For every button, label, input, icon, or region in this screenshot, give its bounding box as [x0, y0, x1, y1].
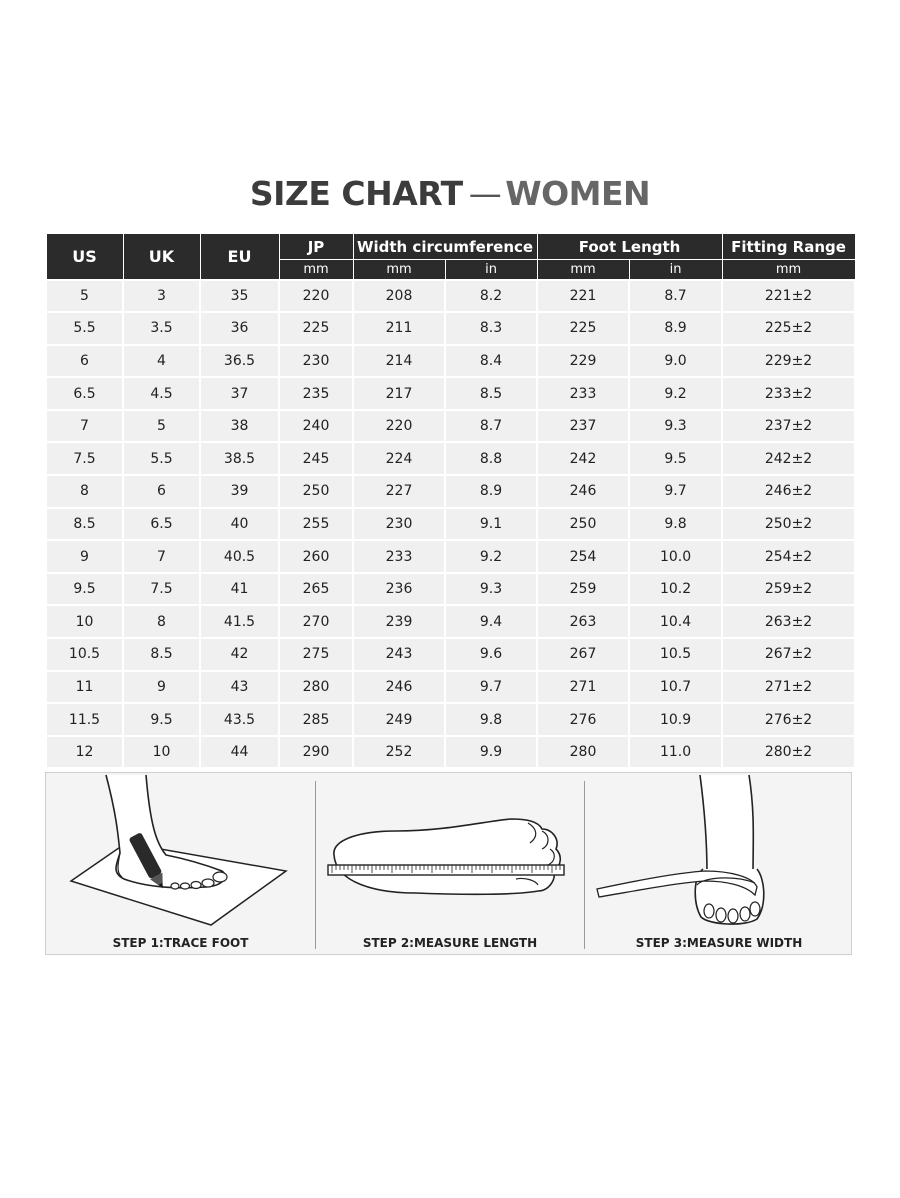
trace-foot-illustration [46, 773, 315, 956]
table-row [46, 442, 855, 475]
table-row [46, 280, 855, 313]
table-row [46, 736, 855, 769]
cell-jp-mm: 235 [279, 377, 353, 410]
cell-foot-mm: 280 [537, 736, 629, 769]
cell-foot-mm: 233 [537, 377, 629, 410]
cell-uk: 3 [123, 280, 200, 313]
step-1-label: STEP 1:TRACE FOOT [112, 936, 249, 950]
cell-jp-mm: 240 [279, 410, 353, 443]
cell-fitting-mm: 242±2 [722, 442, 855, 475]
unit-jp-mm: mm [279, 260, 353, 280]
cell-jp-mm: 245 [279, 442, 353, 475]
cell-jp-mm: 265 [279, 573, 353, 606]
table-row [46, 671, 855, 704]
cell-width-in: 8.2 [445, 280, 537, 313]
cell-fitting-mm: 267±2 [722, 638, 855, 671]
table-row [46, 540, 855, 573]
cell-foot-mm: 221 [537, 280, 629, 313]
cell-foot-in: 9.7 [629, 475, 722, 508]
cell-jp-mm: 220 [279, 280, 353, 313]
cell-foot-in: 10.2 [629, 573, 722, 606]
cell-uk: 3.5 [123, 312, 200, 345]
header-fitting-range: Fitting Range [722, 234, 855, 260]
cell-width-mm: 239 [353, 605, 445, 638]
cell-foot-in: 10.4 [629, 605, 722, 638]
cell-jp-mm: 225 [279, 312, 353, 345]
cell-eu: 41 [200, 573, 279, 606]
cell-foot-mm: 229 [537, 345, 629, 378]
cell-fitting-mm: 280±2 [722, 736, 855, 769]
cell-width-mm: 217 [353, 377, 445, 410]
cell-eu: 44 [200, 736, 279, 769]
cell-width-in: 9.7 [445, 671, 537, 704]
cell-width-in: 9.6 [445, 638, 537, 671]
cell-uk: 8.5 [123, 638, 200, 671]
cell-width-mm: 227 [353, 475, 445, 508]
table-row [46, 638, 855, 671]
step-3-label: STEP 3:MEASURE WIDTH [635, 936, 803, 950]
table-row [46, 605, 855, 638]
table-row [46, 410, 855, 443]
cell-jp-mm: 250 [279, 475, 353, 508]
cell-foot-in: 9.2 [629, 377, 722, 410]
cell-eu: 36 [200, 312, 279, 345]
cell-fitting-mm: 259±2 [722, 573, 855, 606]
cell-width-in: 8.8 [445, 442, 537, 475]
cell-fitting-mm: 254±2 [722, 540, 855, 573]
cell-width-mm: 252 [353, 736, 445, 769]
measurement-steps [45, 772, 852, 955]
cell-foot-in: 10.0 [629, 540, 722, 573]
cell-us: 11.5 [46, 703, 123, 736]
cell-width-in: 9.3 [445, 573, 537, 606]
cell-uk: 9.5 [123, 703, 200, 736]
cell-eu: 39 [200, 475, 279, 508]
cell-width-mm: 208 [353, 280, 445, 313]
table-row [46, 377, 855, 410]
cell-uk: 5.5 [123, 442, 200, 475]
cell-uk: 6 [123, 475, 200, 508]
cell-jp-mm: 255 [279, 508, 353, 541]
cell-foot-in: 10.7 [629, 671, 722, 704]
cell-width-mm: 214 [353, 345, 445, 378]
header-foot-length: Foot Length [537, 234, 722, 260]
cell-foot-in: 10.9 [629, 703, 722, 736]
table-row [46, 573, 855, 606]
cell-us: 12 [46, 736, 123, 769]
cell-foot-mm: 263 [537, 605, 629, 638]
cell-us: 6.5 [46, 377, 123, 410]
cell-us: 9.5 [46, 573, 123, 606]
cell-jp-mm: 260 [279, 540, 353, 573]
cell-eu: 38 [200, 410, 279, 443]
step-measure-width [585, 773, 853, 956]
cell-eu: 37 [200, 377, 279, 410]
unit-width-in: in [445, 260, 537, 280]
step-measure-length [316, 773, 584, 956]
size-table-body [46, 280, 855, 769]
cell-jp-mm: 290 [279, 736, 353, 769]
table-row [46, 703, 855, 736]
cell-us: 9 [46, 540, 123, 573]
cell-eu: 42 [200, 638, 279, 671]
cell-width-in: 8.3 [445, 312, 537, 345]
unit-foot-in: in [629, 260, 722, 280]
page-title [0, 174, 900, 213]
cell-fitting-mm: 271±2 [722, 671, 855, 704]
cell-us: 11 [46, 671, 123, 704]
cell-width-mm: 211 [353, 312, 445, 345]
cell-foot-in: 10.5 [629, 638, 722, 671]
cell-eu: 43.5 [200, 703, 279, 736]
cell-foot-mm: 276 [537, 703, 629, 736]
cell-width-mm: 220 [353, 410, 445, 443]
cell-width-in: 8.9 [445, 475, 537, 508]
cell-fitting-mm: 225±2 [722, 312, 855, 345]
size-table [45, 233, 856, 769]
cell-jp-mm: 280 [279, 671, 353, 704]
cell-fitting-mm: 237±2 [722, 410, 855, 443]
table-row [46, 508, 855, 541]
cell-uk: 5 [123, 410, 200, 443]
cell-width-mm: 230 [353, 508, 445, 541]
header-uk: UK [123, 234, 200, 280]
unit-foot-mm: mm [537, 260, 629, 280]
cell-foot-mm: 225 [537, 312, 629, 345]
cell-eu: 41.5 [200, 605, 279, 638]
cell-fitting-mm: 276±2 [722, 703, 855, 736]
unit-fitting-mm: mm [722, 260, 855, 280]
step-2-label: STEP 2:MEASURE LENGTH [362, 936, 538, 950]
table-row [46, 475, 855, 508]
table-row [46, 345, 855, 378]
cell-foot-mm: 259 [537, 573, 629, 606]
cell-foot-in: 8.7 [629, 280, 722, 313]
cell-us: 6 [46, 345, 123, 378]
cell-width-mm: 236 [353, 573, 445, 606]
cell-width-mm: 224 [353, 442, 445, 475]
table-row [46, 312, 855, 345]
cell-us: 7 [46, 410, 123, 443]
cell-eu: 40 [200, 508, 279, 541]
measure-length-illustration [316, 773, 584, 956]
cell-us: 10 [46, 605, 123, 638]
title-dash: — [468, 174, 502, 213]
header-jp: JP [279, 234, 353, 260]
cell-width-in: 9.1 [445, 508, 537, 541]
unit-width-mm: mm [353, 260, 445, 280]
cell-fitting-mm: 233±2 [722, 377, 855, 410]
cell-width-mm: 246 [353, 671, 445, 704]
cell-uk: 4.5 [123, 377, 200, 410]
cell-width-in: 8.5 [445, 377, 537, 410]
cell-width-in: 9.2 [445, 540, 537, 573]
cell-uk: 4 [123, 345, 200, 378]
cell-eu: 40.5 [200, 540, 279, 573]
cell-jp-mm: 275 [279, 638, 353, 671]
cell-width-mm: 243 [353, 638, 445, 671]
cell-width-in: 9.8 [445, 703, 537, 736]
cell-foot-in: 9.8 [629, 508, 722, 541]
cell-foot-in: 9.5 [629, 442, 722, 475]
cell-foot-mm: 242 [537, 442, 629, 475]
measure-width-illustration [585, 773, 853, 956]
cell-us: 7.5 [46, 442, 123, 475]
cell-width-in: 8.7 [445, 410, 537, 443]
cell-foot-in: 9.3 [629, 410, 722, 443]
cell-width-mm: 233 [353, 540, 445, 573]
cell-fitting-mm: 229±2 [722, 345, 855, 378]
header-width-circumference: Width circumference [353, 234, 537, 260]
cell-foot-mm: 237 [537, 410, 629, 443]
cell-foot-in: 11.0 [629, 736, 722, 769]
cell-us: 5 [46, 280, 123, 313]
cell-uk: 7 [123, 540, 200, 573]
cell-jp-mm: 270 [279, 605, 353, 638]
cell-foot-in: 9.0 [629, 345, 722, 378]
cell-width-in: 9.4 [445, 605, 537, 638]
cell-uk: 7.5 [123, 573, 200, 606]
cell-fitting-mm: 263±2 [722, 605, 855, 638]
cell-us: 8.5 [46, 508, 123, 541]
header-us: US [46, 234, 123, 280]
cell-eu: 36.5 [200, 345, 279, 378]
step-trace-foot [46, 773, 315, 956]
cell-uk: 6.5 [123, 508, 200, 541]
cell-foot-mm: 250 [537, 508, 629, 541]
cell-foot-in: 8.9 [629, 312, 722, 345]
cell-uk: 9 [123, 671, 200, 704]
cell-us: 10.5 [46, 638, 123, 671]
cell-eu: 38.5 [200, 442, 279, 475]
cell-width-mm: 249 [353, 703, 445, 736]
header-eu: EU [200, 234, 279, 280]
cell-width-in: 8.4 [445, 345, 537, 378]
cell-foot-mm: 246 [537, 475, 629, 508]
cell-eu: 35 [200, 280, 279, 313]
title-sub: WOMEN [505, 174, 651, 213]
cell-width-in: 9.9 [445, 736, 537, 769]
cell-uk: 8 [123, 605, 200, 638]
cell-fitting-mm: 250±2 [722, 508, 855, 541]
cell-foot-mm: 271 [537, 671, 629, 704]
cell-jp-mm: 285 [279, 703, 353, 736]
cell-us: 5.5 [46, 312, 123, 345]
cell-foot-mm: 267 [537, 638, 629, 671]
cell-foot-mm: 254 [537, 540, 629, 573]
cell-eu: 43 [200, 671, 279, 704]
title-main: SIZE CHART [249, 174, 463, 213]
cell-fitting-mm: 221±2 [722, 280, 855, 313]
cell-jp-mm: 230 [279, 345, 353, 378]
cell-uk: 10 [123, 736, 200, 769]
cell-fitting-mm: 246±2 [722, 475, 855, 508]
cell-us: 8 [46, 475, 123, 508]
